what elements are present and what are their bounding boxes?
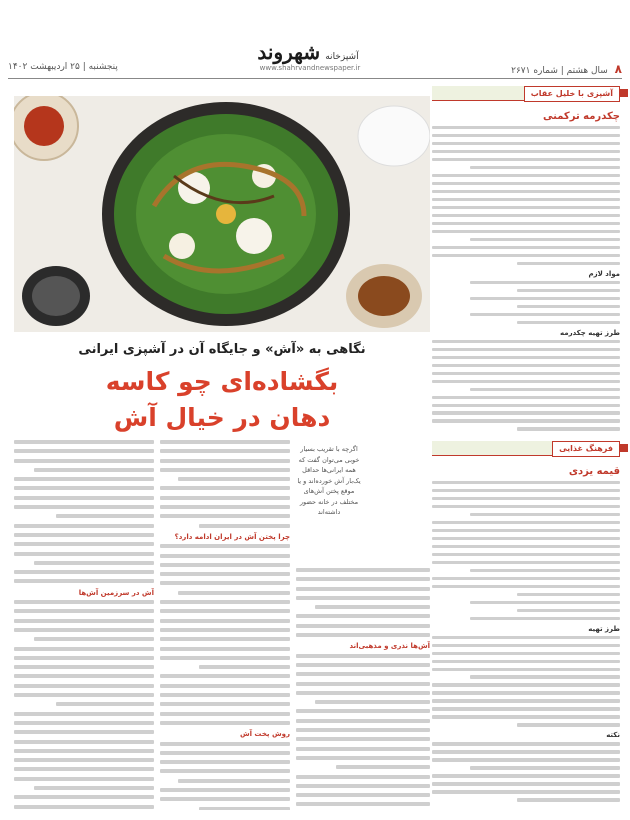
header-rule [8,78,622,79]
headline-line-1: بگشاده‌ای چو کاسه [105,367,339,396]
section-square-icon [620,444,628,452]
section-tag-cooking: آشپزی با خلیل عقاب [524,86,620,102]
column-text-lines [296,568,430,637]
subhead-ash-land: آش در سرزمین آش‌ها [78,588,154,597]
column-text-lines [160,440,290,528]
masthead-url: www.shahrvandnewspaper.ir [259,64,361,72]
issue-date: پنجشنبه | ۲۵ اردیبهشت ۱۴۰۲ [8,62,118,72]
sidebar-text-lines [432,636,620,727]
hero-photo [14,96,430,332]
sidebar-text-lines [432,126,620,265]
column-text-lines [14,600,154,810]
issue-info: سال هشتم | شماره ۲۶۷۱ [511,66,608,76]
recipe-title-gheymeh: قیمه یزدی [568,465,620,477]
column-text-lines [160,544,290,725]
subhead-votive: آش‌ها نذری و مذهبی‌اند [349,642,430,651]
sidebar-text-lines [432,742,620,801]
subhead-cooking: روش پخت آش [239,730,290,739]
ash-bowl-illustration [14,96,430,332]
subhead-why-ash: چرا پختن آش در ایران ادامه دارد؟ [174,532,290,541]
article-kicker: نگاهی به «آش» و جایگاه آن در آشپزی ایرانی [78,342,366,357]
recipe-ingredients-label: مواد لازم [588,269,620,278]
masthead-logo [250,40,370,72]
sidebar-text-lines [432,340,620,431]
column-text-lines [296,654,430,807]
recipe-title-chekdarmeh: چکدرمه ترکمنی [543,111,620,122]
masthead-section: آشپزخانه [325,52,359,62]
column-text-lines [160,742,290,811]
folio [511,62,622,76]
page-number: ۸ [614,62,622,76]
recipe-method-label: طرز تهیه چکدرمه [560,328,620,337]
body-column-middle [160,440,290,810]
recipe-note-label: نکته [606,731,620,740]
recipe-method-label: طرز تهیه [588,624,620,633]
column-text-lines [14,440,154,583]
sidebar [432,86,620,812]
sidebar-text-lines [432,281,620,324]
masthead-brand: شهروند [257,40,321,64]
article-headline [14,364,430,436]
section-tag-food-culture: فرهنگ غذایی [552,441,620,457]
pull-quote: اگرچه با تقریب بسیار خوبی می‌توان گفت که همه ایرانی‌ها حداقل یک‌بار آش خورده‌اند و یا موقع پختن آش‌های مختلف در خانه حضور داشته‌اند [297,445,361,516]
section-square-icon [620,89,628,97]
sidebar-text-lines [432,481,620,620]
headline-line-2: دهان در خیال آش [113,403,331,432]
body-column-right [296,440,430,810]
body-column-left [14,440,154,810]
sidebar-section-band [432,86,620,101]
page-header [0,0,630,88]
sidebar-section-band [432,441,620,456]
